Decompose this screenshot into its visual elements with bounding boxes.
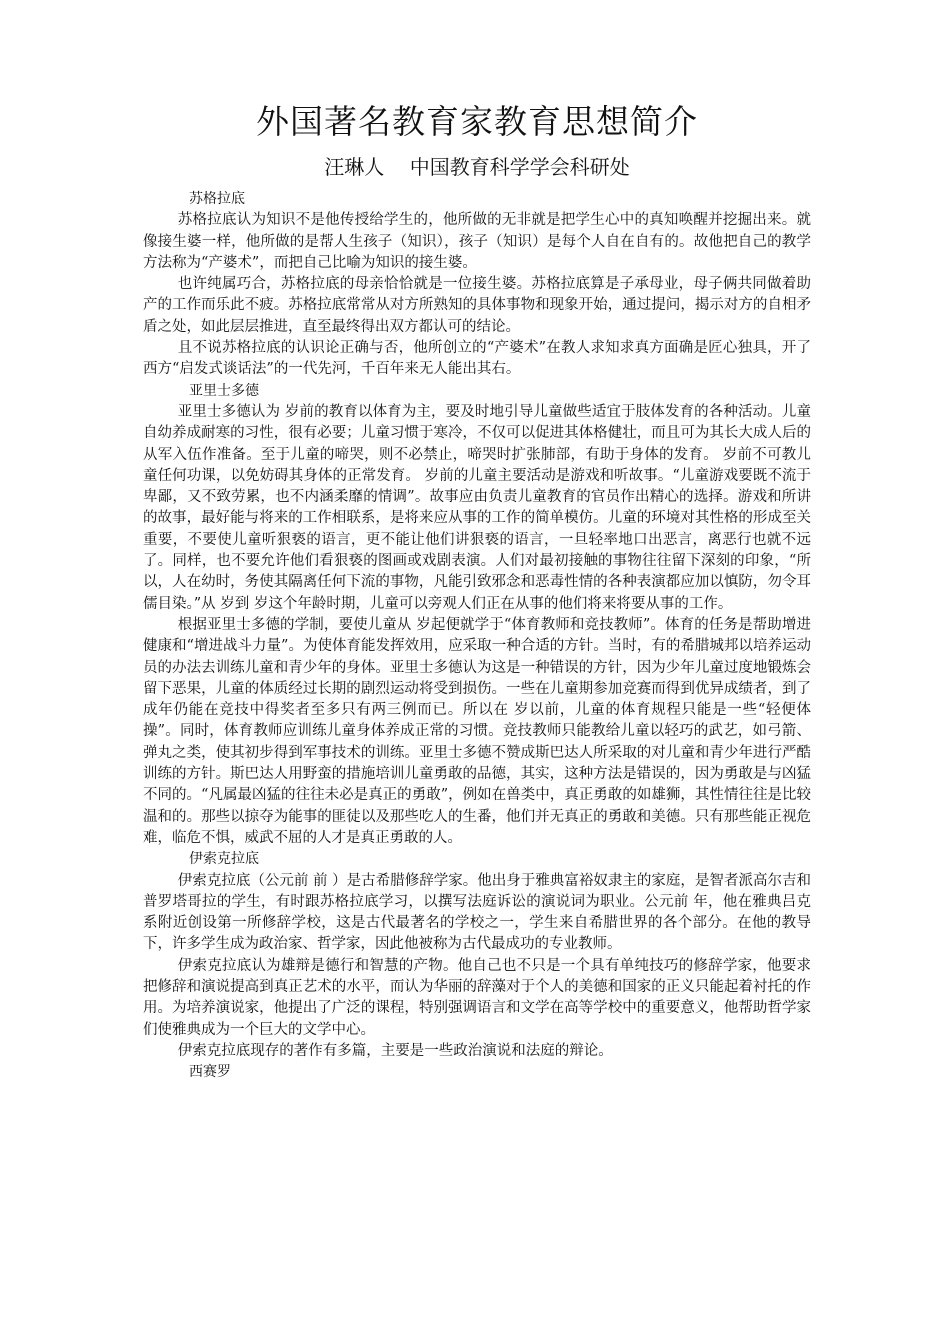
section-heading-socrates: 苏格拉底 [189, 191, 245, 207]
paragraph: 伊索克拉底（公元前 前 ）是古希腊修辞学家。他出身于雅典富裕奴隶主的家庭，是智者派高尔吉和普罗塔哥拉的学生，有时跟苏格拉底学习，以撰写法庭诉讼的演说词为职业。公元前 年，他在雅典吕克系附近创设第一所修辞学校，这是古代最著名的学校之一，学生来自希腊世界的各个部分。在他的教导下，许多学生成为政治家、哲学家，因此他被称为古代最成功的专业教师。 [143, 872, 811, 953]
section-heading-isocrates: 伊索克拉底 [189, 851, 259, 868]
paragraph: 根据亚里士多德的学制，要使儿童从 岁起便就学于“体育教师和竞技教师”。体育的任务是帮助增进健康和“增进战斗力量”。为使体育能发挥效用，应采取一种合适的方针。当时，有的希腊城邦以培养运动员的办法去训练儿童和青少年的身体。亚里士多德认为这是一种错误的方针，因为少年儿童过度地锻炼会留下恶果，儿童的体质经过长期的剧烈运动将受到损伤。一些在儿童期参加竞赛而得到优异成绩者，到了成年仍能在竞技中得奖者至多只有两三例而已。所以在 岁以前，儿童的体育规程只能是一些“轻便体操”。同时，体育教师应训练儿童身体养成正常的习惯。竞技教师只能教给儿童以轻巧的武艺，如弓箭、弹丸之类，使其初步得到军事技术的训练。亚里士多德不赞成斯巴达人所采取的对儿童和青少年进行严酷训练的方针。斯巴达人用野蛮的措施培训儿童勇敢的品德，其实，这种方法是错误的，因为勇敢是与凶猛不同的。“凡属最凶猛的往往未必是真正的勇敢”，例如在兽类中，真正勇敢的如雄狮，其性情往往是比较温和的。那些以掠夺为能事的匪徒以及那些吃人的生番，他们并无真正的勇敢和美德。只有那些能正视危难，临危不惧，威武不屈的人才是真正勇敢的人。 [143, 616, 811, 846]
paragraph: 苏格拉底认为知识不是他传授给学生的，他所做的无非就是把学生心中的真知唤醒并挖掘出来。就像接生婆一样，他所做的是帮人生孩子（知识），孩子（知识）是每个人自在自有的。故他把自己的教学方法称为“产婆术”，而把自己比喻为知识的接生婆。 [143, 212, 811, 271]
author-line: 汪琳人 中国教育科学学会科研处 [324, 155, 630, 179]
paragraph: 伊索克拉底现存的著作有多篇，主要是一些政治演说和法庭的辩论。 [177, 1042, 613, 1059]
document-page [143, 96, 811, 1083]
document-title: 外国著名教育家教育思想简介 [256, 102, 698, 141]
paragraph: 伊索克拉底认为雄辩是德行和智慧的产物。他自己也不只是一个具有单纯技巧的修辞学家，他要求把修辞和演说提高到真正艺术的水平，而认为华丽的辞藻对于个人的美德和国家的正义只能起着衬托的作用。为培养演说家，他提出了广泛的课程，特别强调语言和文学在高等学校中的重要意义，他帮助哲学家们使雅典成为一个巨大的文学中心。 [143, 957, 811, 1038]
section-heading-aristotle: 亚里士多德 [189, 382, 259, 399]
paragraph: 也许纯属巧合，苏格拉底的母亲恰恰就是一位接生婆。苏格拉底算是子承母业，母子俩共同做着助产的工作而乐此不疲。苏格拉底常常从对方所熟知的具体事物和现象开始，通过提问，揭示对方的自相矛盾之处，如此层层推进，直至最终得出双方都认可的结论。 [143, 276, 811, 335]
section-heading-cicero: 西赛罗 [189, 1064, 231, 1081]
paragraph: 亚里士多德认为 岁前的教育以体育为主，要及时地引导儿童做些适宜于肢体发育的各种活动。儿童自幼养成耐寒的习性，很有必要；儿童习惯于寒冷，不仅可以促进其体格健壮，而且可为其长大成人后的从军入伍作准备。至于儿童的啼哭，则不必禁止，啼哭时扩张肺部，有助于身体的发育。 岁前不可教儿童任何功课，以免妨碍其身体的正常发育。 岁前的儿童主要活动是游戏和听故事。“儿童游戏要既不流于卑鄙，又不致劳累，也不内涵柔靡的情调”。故事应由负责儿童教育的官员作出精心的选择。游戏和所讲的故事，最好能与将来的工作相联系，是将来应从事的工作的简单模仿。儿童的环境对其性格的形成至关重要，不要使儿童听狠亵的语言，更不能让他们讲狠亵的语言，一旦轻率地口出恶言，离恶行也就不远了。同样，也不要允许他们看狠亵的图画或戏剧表演。人们对最初接触的事物往往留下深刻的印象，“所以，人在幼时，务使其隔离任何下流的事物，凡能引致邪念和恶毒性情的各种表演都应加以慎防，勿令耳儒目染。”从 岁到 岁这个年龄时期，儿童可以旁观人们正在从事的他们将来将要从事的工作。 [143, 403, 811, 612]
paragraph: 且不说苏格拉底的认识论正确与否，他所创立的“产婆术”在教人求知求真方面确是匠心独具，开了西方“启发式谈话法”的一代先河，千百年来无人能出其右。 [143, 340, 811, 378]
